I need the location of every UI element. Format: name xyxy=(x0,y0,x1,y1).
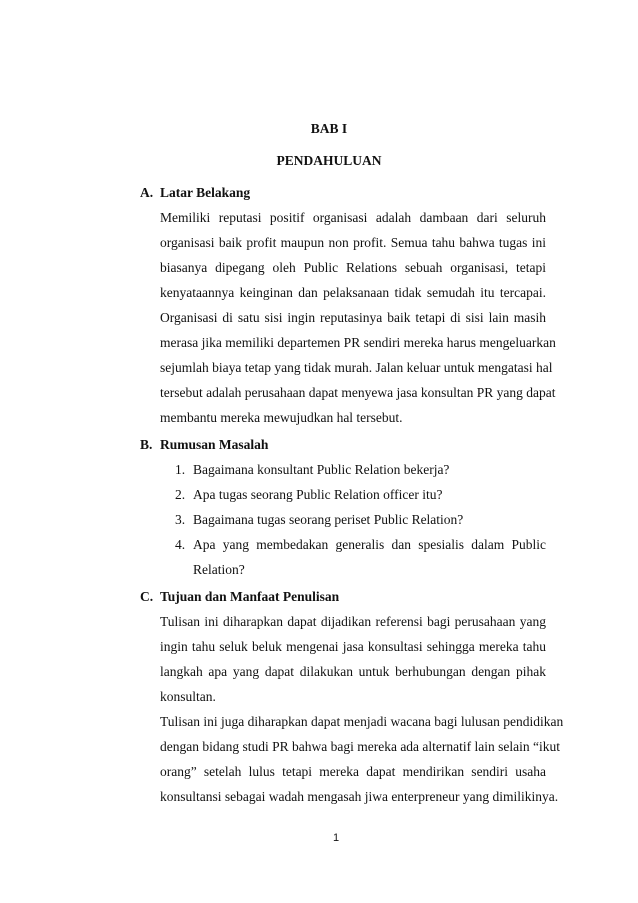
list-item-number: 2. xyxy=(175,487,186,502)
list-item-number: 1. xyxy=(175,462,186,477)
section-a-line: kenyataannya keinginan dan pelaksanaan tidak semudah itu tercapai. xyxy=(160,285,546,300)
section-c-line: Tulisan ini juga diharapkan dapat menjadi wacana bagi lulusan pendidikan xyxy=(160,714,564,729)
section-a-heading xyxy=(140,185,250,201)
section-c-letter: C. xyxy=(140,589,154,604)
section-b-letter: B. xyxy=(140,437,153,452)
list-item-number: 3. xyxy=(175,512,186,527)
section-c-line: dengan bidang studi PR bahwa bagi mereka ada alternatif lain selain “ikut xyxy=(160,739,560,754)
section-a-line: organisasi baik profit maupun non profit. Semua tahu bahwa tugas ini xyxy=(160,235,546,250)
list-item-text: Bagaimana konsultant Public Relation bekerja? xyxy=(193,462,450,477)
chapter-label: BAB I xyxy=(310,121,348,136)
section-a-letter: A. xyxy=(140,185,154,200)
section-c-line: konsultan. xyxy=(160,689,216,704)
section-a-line: Organisasi di satu sisi ingin reputasinya baik tetapi di sisi lain masih xyxy=(160,310,546,325)
page-number: 1 xyxy=(332,832,340,844)
section-a-line: merasa jika memiliki departemen PR sendiri mereka harus mengeluarkan xyxy=(160,335,556,350)
section-c-title: Tujuan dan Manfaat Penulisan xyxy=(160,589,340,604)
section-a-line: sejumlah biaya tetap yang tidak murah. Jalan keluar untuk mengatasi hal xyxy=(160,360,553,375)
list-item-text: Apa tugas seorang Public Relation officer itu? xyxy=(193,487,443,502)
section-a-line: biasanya dipegang oleh Public Relations sebuah organisasi, tetapi xyxy=(160,260,546,275)
section-a-line: tersebut adalah perusahaan dapat menyewa jasa konsultan PR yang dapat xyxy=(160,385,556,400)
list-item-text: Apa yang membedakan generalis dan spesialis dalam Public xyxy=(193,537,546,552)
list-item-text: Bagaimana tugas seorang periset Public Relation? xyxy=(193,512,464,527)
chapter-title: PENDAHULUAN xyxy=(276,153,382,168)
section-c-line: langkah apa yang dapat dilakukan untuk berhubungan dengan pihak xyxy=(160,664,546,679)
list-item-number: 4. xyxy=(175,537,186,552)
section-c-line: orang” setelah lulus tetapi mereka dapat mendirikan sendiri usaha xyxy=(160,764,546,779)
section-c-line: Tulisan ini diharapkan dapat dijadikan referensi bagi perusahaan yang xyxy=(160,614,546,629)
section-b-title: Rumusan Masalah xyxy=(160,437,269,452)
section-b-heading xyxy=(140,437,268,453)
section-a-title: Latar Belakang xyxy=(160,185,251,200)
section-a-line: Memiliki reputasi positif organisasi adalah dambaan dari seluruh xyxy=(160,210,546,225)
list-item-text-continued: Relation? xyxy=(193,562,245,577)
section-c-line: ingin tahu seluk beluk mengenai jasa konsultasi sehingga mereka tahu xyxy=(160,639,546,654)
section-c-heading xyxy=(140,589,339,605)
section-a-line: membantu mereka mewujudkan hal tersebut. xyxy=(160,410,403,425)
section-c-line: konsultansi sebagai wadah mengasah jiwa enterpreneur yang dimilikinya. xyxy=(160,789,559,804)
